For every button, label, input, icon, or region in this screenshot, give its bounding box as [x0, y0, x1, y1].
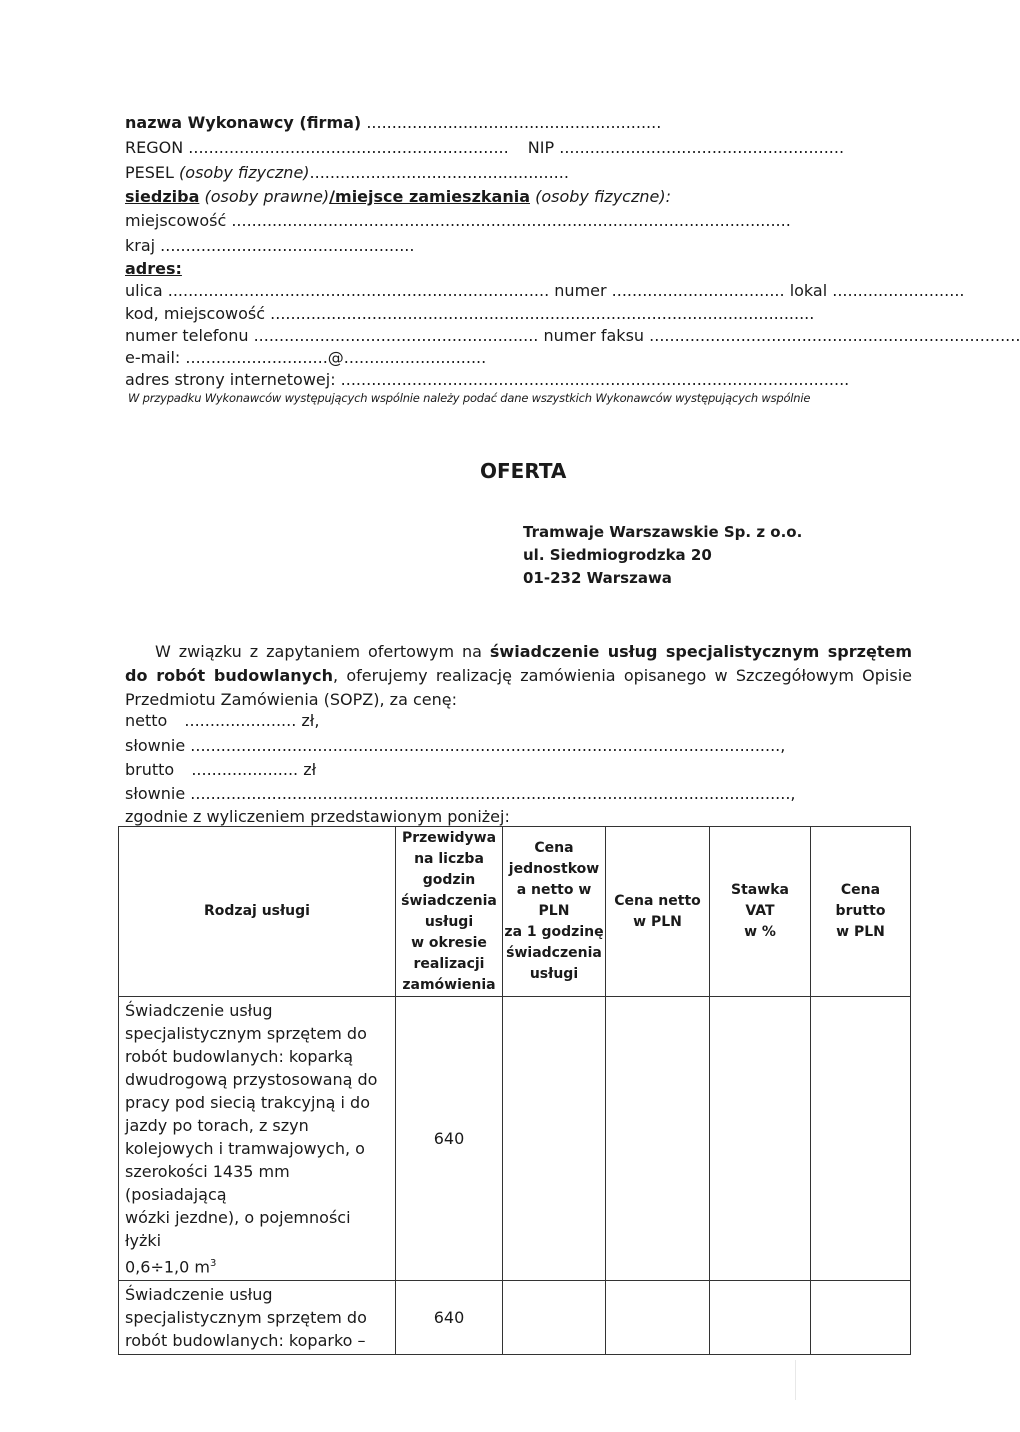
joint-contractors-note: W przypadku Wykonawców występujących wspólnie należy podać dane wszystkich Wykonawców występujących wspólnie — [128, 391, 811, 405]
net-words-label: słownie — [125, 736, 186, 755]
email-user-field[interactable]: ............................ — [185, 348, 328, 367]
flat-label: lokal — [789, 281, 828, 300]
recipient-city: 01-232 Warszawa — [523, 569, 672, 587]
phone-fax-line — [125, 326, 1020, 346]
net-words-line — [125, 734, 785, 758]
gross-words-field[interactable]: ......................................................................................................................, — [190, 784, 796, 803]
header-net-price: Cena netto w PLN — [606, 827, 710, 997]
company-name-field[interactable]: .......................................................... — [366, 113, 662, 132]
table-row — [119, 1281, 911, 1355]
fax-label: numer faksu — [543, 326, 645, 345]
gross-price-cell[interactable] — [811, 1281, 911, 1355]
hours-value: 640 — [396, 997, 503, 1281]
page-title: OFERTA — [480, 459, 567, 483]
fax-field[interactable]: ......................................................................... — [649, 326, 1020, 345]
regon-label: REGON — [125, 138, 184, 157]
flat-field[interactable]: .......................... — [832, 281, 965, 300]
number-field[interactable]: .................................. — [611, 281, 785, 300]
seat-label: siedziba — [125, 187, 200, 206]
hours-value: 640 — [396, 1281, 503, 1355]
residence-label: miejsce zamieszkania — [335, 187, 530, 206]
table-row — [119, 997, 911, 1281]
service-description: Świadczenie usług specjalistycznym sprzętem do robót budowlanych: koparko – — [119, 1281, 396, 1355]
header-service-type: Rodzaj usługi — [119, 827, 396, 997]
address-heading: adres: — [125, 259, 182, 278]
number-label: numer — [554, 281, 607, 300]
net-words-field[interactable]: ...................................................................................................................., — [190, 736, 786, 755]
gross-price-cell[interactable] — [811, 997, 911, 1281]
table-header-row — [119, 827, 911, 997]
email-line — [125, 348, 486, 368]
company-name-line — [125, 113, 661, 133]
company-name-label: nazwa Wykonawcy (firma) — [125, 113, 362, 132]
pesel-note: (osoby fizyczne) — [179, 163, 310, 182]
phone-label: numer telefonu — [125, 326, 249, 345]
street-field[interactable]: ........................................................................... — [167, 281, 550, 300]
residence-note: (osoby fizyczne): — [535, 187, 671, 206]
gross-words-label: słownie — [125, 784, 186, 803]
pesel-label: PESEL — [125, 163, 174, 182]
country-field[interactable]: kraj .................................................. — [125, 236, 415, 255]
intro-text-1: W związku z zapytaniem ofertowym na — [155, 642, 490, 661]
nip-field[interactable]: ........................................................ — [559, 138, 845, 157]
unit-price-cell[interactable] — [503, 1281, 606, 1355]
vat-cell[interactable] — [710, 997, 811, 1281]
intro-service-name: świadczenie usług specjalistycznym sprzętem do robót budowlanych — [125, 642, 912, 685]
header-unit-price: Cena jednostkow a netto w PLN za 1 godzinę świadczenia usługi — [503, 827, 606, 997]
seat-note: (osoby prawne) — [204, 187, 330, 206]
offer-table — [118, 826, 911, 1355]
header-vat-rate: Stawka VAT w % — [710, 827, 811, 997]
net-price-cell[interactable] — [606, 997, 710, 1281]
gross-price-field[interactable]: ..................... zł — [191, 760, 317, 779]
scan-artifact-line — [795, 1360, 796, 1400]
net-price-cell[interactable] — [606, 1281, 710, 1355]
net-price-line — [125, 709, 319, 733]
website-field[interactable]: adres strony internetowej: .................................................................................................... — [125, 370, 850, 389]
seat-slash: / — [329, 187, 336, 206]
pesel-line — [125, 163, 569, 183]
vat-cell[interactable] — [710, 1281, 811, 1355]
street-line — [125, 281, 964, 301]
email-at-sign: @ — [327, 348, 344, 367]
regon-nip-line — [125, 138, 844, 158]
locality-field[interactable]: miejscowość .............................................................................................................. — [125, 211, 791, 230]
gross-words-line — [125, 782, 796, 806]
intro-paragraph — [125, 640, 912, 712]
gross-label: brutto — [125, 760, 175, 779]
header-hours: Przewidywa na liczba godzin świadczenia usługi w okresie realizacji zamówienia — [396, 827, 503, 997]
street-label: ulica — [125, 281, 163, 300]
recipient-street: ul. Siedmiogrodzka 20 — [523, 546, 712, 564]
phone-field[interactable]: ........................................................ — [253, 326, 539, 345]
net-price-field[interactable]: ...................... zł, — [184, 711, 320, 730]
pesel-field[interactable]: ................................................... — [309, 163, 569, 182]
calculation-note: zgodnie z wyliczeniem przedstawionym poniżej: — [125, 807, 510, 826]
header-gross-price: Cena brutto w PLN — [811, 827, 911, 997]
service-description: Świadczenie usług specjalistycznym sprzętem do robót budowlanych: koparką dwudrogową przystosowaną do pracy pod siecią trakcyjną i do jazdy po torach, z szyn kolejowych i tramwajowych, o szerokości 1435 mm (posiadającą wózki jezdne), o pojemności łyżki 0,6÷1,0 $m^3$ — [119, 997, 396, 1281]
regon-field[interactable]: ............................................................... — [188, 138, 509, 157]
net-label: netto — [125, 711, 168, 730]
gross-price-line — [125, 758, 316, 782]
unit-price-cell[interactable] — [503, 997, 606, 1281]
email-label: e-mail: — [125, 348, 181, 367]
seat-line — [125, 187, 671, 207]
intro-text-2: , oferujemy realizację zamówienia opisanego w Szczegółowym Opisie Przedmiotu Zamówienia (SOPZ), za cenę: — [125, 666, 913, 709]
email-domain-field[interactable]: ............................ — [343, 348, 487, 367]
nip-label: NIP — [527, 138, 555, 157]
postal-locality-field[interactable]: kod, miejscowość ........................................................................................................... — [125, 304, 815, 323]
recipient-name: Tramwaje Warszawskie Sp. z o.o. — [523, 523, 803, 541]
